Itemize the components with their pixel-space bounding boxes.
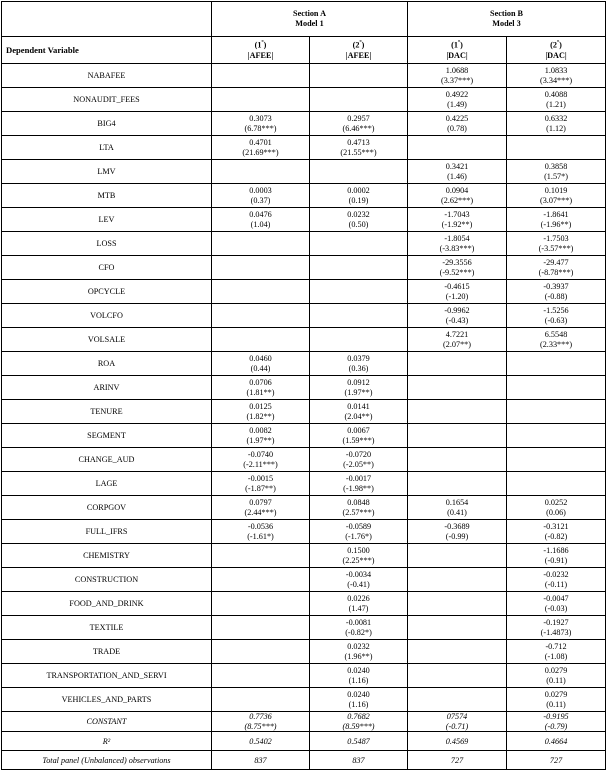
section-b-name: Section B (490, 9, 524, 19)
coef-cell (310, 256, 408, 280)
variable-name: CFO (2, 256, 212, 280)
coef-cell (212, 640, 310, 664)
coef-cell (408, 448, 507, 472)
coef-cell (212, 64, 310, 88)
coef-cell: 0.4225 (0.78) (408, 112, 507, 136)
table-row (2, 256, 606, 280)
variable-name: TENURE (2, 400, 212, 424)
coef-cell: 1.0688 (3.37***) (408, 64, 507, 88)
coef-cell: 0.4088 (1.21) (507, 88, 606, 112)
coef-cell: -0.3121 (-0.82) (507, 520, 606, 544)
column-header-row (2, 37, 606, 64)
coef-cell: 6.5548 (2.33***) (507, 328, 606, 352)
coef-cell (408, 568, 507, 592)
variable-name: CHEMISTRY (2, 544, 212, 568)
coef-cell: -0.3937 (-0.88) (507, 280, 606, 304)
table-row (2, 112, 606, 136)
coef-cell: -0.0034 (-0.41) (310, 568, 408, 592)
variable-name: CONSTRUCTION (2, 568, 212, 592)
variable-name: TEXTILE (2, 616, 212, 640)
r-squared-value: 0.4664 (507, 732, 606, 751)
column-number-2: $(2^º)$ (352, 39, 365, 51)
regression-table-document (0, 1, 607, 765)
variable-name: BIG4 (2, 112, 212, 136)
coef-cell (408, 544, 507, 568)
table-row (2, 136, 606, 160)
variable-name: CONSTANT (2, 712, 212, 732)
section-header-row (2, 2, 606, 37)
observations-value: 837 (212, 751, 310, 770)
coef-cell (310, 304, 408, 328)
table-row (2, 568, 606, 592)
coef-cell (507, 448, 606, 472)
coef-cell: -0.0232 (-0.11) (507, 568, 606, 592)
coef-cell (310, 232, 408, 256)
coef-cell (212, 280, 310, 304)
coef-cell (310, 280, 408, 304)
coef-cell (408, 400, 507, 424)
variable-name: LMV (2, 160, 212, 184)
coef-cell: 0.0125 (1.82**) (212, 400, 310, 424)
table-row (2, 232, 606, 256)
coef-cell: 4.7221 (2.07**) (408, 328, 507, 352)
coef-cell: 0.1019 (3.07***) (507, 184, 606, 208)
column-label-1: |AFEE| (247, 50, 274, 60)
section-b-header (408, 2, 606, 37)
regression-results-table (1, 1, 606, 770)
table-row (2, 208, 606, 232)
coef-cell (212, 88, 310, 112)
variable-name: VOLSALE (2, 328, 212, 352)
coef-cell: 0.6332 (1.12) (507, 112, 606, 136)
table-row (2, 688, 606, 712)
coef-cell (408, 688, 507, 712)
table-row (2, 88, 606, 112)
coef-cell: 0.7736 (8.75***) (212, 712, 310, 732)
coef-cell: 0.3073 (6.78***) (212, 112, 310, 136)
coef-cell: 0.0797 (2.44***) (212, 496, 310, 520)
coef-cell: -0.0536 (-1.61*) (212, 520, 310, 544)
table-row (2, 424, 606, 448)
table-row (2, 520, 606, 544)
observations-value: 727 (408, 751, 507, 770)
coef-cell: -1.5256 (-0.63) (507, 304, 606, 328)
coef-cell: -0.0047 (-0.03) (507, 592, 606, 616)
table-body (2, 2, 606, 770)
variable-name: TRANSPORTATION_AND_SERVI (2, 664, 212, 688)
coef-cell: 0.0141 (2.04**) (310, 400, 408, 424)
r-squared-value: 0.5402 (212, 732, 310, 751)
coef-cell: 0.0003 (0.37) (212, 184, 310, 208)
table-row (2, 304, 606, 328)
coef-cell (212, 568, 310, 592)
coef-cell: -1.7043 (-1.92**) (408, 208, 507, 232)
coef-cell: -0.1927 (-1.4873) (507, 616, 606, 640)
variable-name: OPCYCLE (2, 280, 212, 304)
coef-cell (408, 136, 507, 160)
coef-cell: 0.3858 (1.57*) (507, 160, 606, 184)
coef-cell (212, 664, 310, 688)
coef-cell: 0.3421 (1.46) (408, 160, 507, 184)
coef-cell: -0.9962 (-0.43) (408, 304, 507, 328)
section-b-model: Model 3 (492, 19, 521, 28)
variable-name: CHANGE_AUD (2, 448, 212, 472)
coef-cell (507, 424, 606, 448)
table-row (2, 400, 606, 424)
variable-name: ROA (2, 352, 212, 376)
coef-cell: -0.0589 (-1.76*) (310, 520, 408, 544)
r-squared-value: 0.5487 (310, 732, 408, 751)
coef-cell: -0.0015 (-1.87**) (212, 472, 310, 496)
section-a-header (212, 2, 408, 37)
coef-cell: 0.0476 (1.04) (212, 208, 310, 232)
r-squared-label: R² (2, 732, 212, 751)
coef-cell: 0.0279 (0.11) (507, 664, 606, 688)
coef-cell: 0.0240 (1.16) (310, 664, 408, 688)
coef-cell: 0.1654 (0.41) (408, 496, 507, 520)
table-row (2, 544, 606, 568)
coef-cell: 0.0912 (1.97**) (310, 376, 408, 400)
table-row (2, 448, 606, 472)
coef-cell (408, 376, 507, 400)
coef-cell: 0.0240 (1.16) (310, 688, 408, 712)
coef-cell: -0.9195 (-0.79) (507, 712, 606, 732)
coef-cell (408, 424, 507, 448)
coef-cell (408, 352, 507, 376)
table-row (2, 472, 606, 496)
table-row (2, 328, 606, 352)
variable-name: VEHICLES_AND_PARTS (2, 688, 212, 712)
column-label-3: |DAC| (446, 50, 468, 60)
coef-cell: -0.0017 (-1.98**) (310, 472, 408, 496)
coef-cell (408, 592, 507, 616)
coef-cell: 0.0002 (0.19) (310, 184, 408, 208)
column-label-2: |AFEE| (345, 50, 372, 60)
variable-name: SEGMENT (2, 424, 212, 448)
column-header-1 (212, 37, 310, 64)
variable-name: NONAUDIT_FEES (2, 88, 212, 112)
coef-cell: 0.0232 (0.50) (310, 208, 408, 232)
coef-cell (408, 616, 507, 640)
coef-cell: 0.4922 (1.49) (408, 88, 507, 112)
coef-cell (212, 616, 310, 640)
coef-cell: -0.712 (-1.08) (507, 640, 606, 664)
coef-cell: 0.0279 (0.11) (507, 688, 606, 712)
coef-cell (212, 304, 310, 328)
coef-cell (310, 64, 408, 88)
coef-cell: 0.2957 (6.46***) (310, 112, 408, 136)
coef-cell: 1.0833 (3.34***) (507, 64, 606, 88)
coef-cell (507, 376, 606, 400)
observations-label: Total panel (Unbalanced) observations (2, 751, 212, 770)
variable-name: LOSS (2, 232, 212, 256)
coef-cell: 0.0067 (1.59***) (310, 424, 408, 448)
coef-cell: -1.1686 (-0.91) (507, 544, 606, 568)
table-row (2, 616, 606, 640)
column-header-4 (507, 37, 606, 64)
variable-name: FOOD_AND_DRINK (2, 592, 212, 616)
coef-cell (212, 256, 310, 280)
coef-cell (507, 400, 606, 424)
variable-name: FULL_IFRS (2, 520, 212, 544)
column-header-2 (310, 37, 408, 64)
coef-cell (507, 352, 606, 376)
coef-cell (212, 592, 310, 616)
variable-name: TRADE (2, 640, 212, 664)
table-row (2, 496, 606, 520)
coef-cell (507, 472, 606, 496)
table-row (2, 160, 606, 184)
coef-cell: -1.7503 (-3.57***) (507, 232, 606, 256)
coef-cell (212, 160, 310, 184)
corner-cell (2, 2, 212, 37)
coef-cell (408, 664, 507, 688)
coef-cell: -0.3689 (-0.99) (408, 520, 507, 544)
r-squared-value: 0.4569 (408, 732, 507, 751)
coef-cell: 0.4701 (21.69***) (212, 136, 310, 160)
coef-cell: 0.0082 (1.97**) (212, 424, 310, 448)
coef-cell: -0.0720 (-2.05**) (310, 448, 408, 472)
table-row (2, 64, 606, 88)
table-row (2, 640, 606, 664)
coef-cell: 0.4713 (21.55***) (310, 136, 408, 160)
coef-cell: -0.0081 (-0.82*) (310, 616, 408, 640)
coef-cell: 0.0379 (0.36) (310, 352, 408, 376)
coef-cell (310, 328, 408, 352)
observations-value: 837 (310, 751, 408, 770)
variable-name: NABAFEE (2, 64, 212, 88)
coef-cell: -29.3556 (-9.52***) (408, 256, 507, 280)
observations-row (2, 751, 606, 770)
column-number-3: $(1^º)$ (451, 39, 463, 51)
section-a-name: Section A (293, 9, 326, 19)
coef-cell: -1.8054 (-3.83***) (408, 232, 507, 256)
variable-name: CORPGOV (2, 496, 212, 520)
coef-cell: 0.0226 (1.47) (310, 592, 408, 616)
coef-cell (212, 232, 310, 256)
variable-name: LTA (2, 136, 212, 160)
variable-name: LAGE (2, 472, 212, 496)
column-number-4: $(2^º)$ (550, 39, 562, 51)
coef-cell (310, 160, 408, 184)
coef-cell: 0.0904 (2.62***) (408, 184, 507, 208)
table-row (2, 664, 606, 688)
dependent-variable-label: Dependent Variable (2, 37, 212, 64)
variable-name: MTB (2, 184, 212, 208)
coef-cell: 0.0232 (1.96**) (310, 640, 408, 664)
coef-cell: 0.1500 (2.25***) (310, 544, 408, 568)
coef-cell: 0.0706 (1.81**) (212, 376, 310, 400)
table-row (2, 592, 606, 616)
section-a-model: Model 1 (295, 19, 324, 28)
variable-name: LEV (2, 208, 212, 232)
coef-cell: -29.477 (-8.78***) (507, 256, 606, 280)
variable-name: VOLCFO (2, 304, 212, 328)
table-row (2, 280, 606, 304)
coef-cell (408, 640, 507, 664)
coef-cell: 0.0252 (0.06) (507, 496, 606, 520)
coef-cell: 0.7682 (8.59***) (310, 712, 408, 732)
coef-cell: 0.0848 (2.57***) (310, 496, 408, 520)
constant-row (2, 712, 606, 732)
column-label-4: |DAC| (545, 50, 567, 60)
column-number-1: $(1^º)$ (254, 39, 267, 51)
coef-cell: -0.0740 (-2.11***) (212, 448, 310, 472)
coef-cell (212, 544, 310, 568)
coef-cell: -0.4615 (-1.20) (408, 280, 507, 304)
table-row (2, 184, 606, 208)
column-header-3 (408, 37, 507, 64)
r-squared-row (2, 732, 606, 751)
coef-cell (212, 688, 310, 712)
coef-cell (212, 328, 310, 352)
coef-cell (507, 136, 606, 160)
observations-value: 727 (507, 751, 606, 770)
variable-name: ARINV (2, 376, 212, 400)
coef-cell (408, 472, 507, 496)
coef-cell: -1.8641 (-1.96**) (507, 208, 606, 232)
coef-cell: 07574 (-0.71) (408, 712, 507, 732)
table-row (2, 376, 606, 400)
table-row (2, 352, 606, 376)
coef-cell: 0.0460 (0.44) (212, 352, 310, 376)
coef-cell (310, 88, 408, 112)
